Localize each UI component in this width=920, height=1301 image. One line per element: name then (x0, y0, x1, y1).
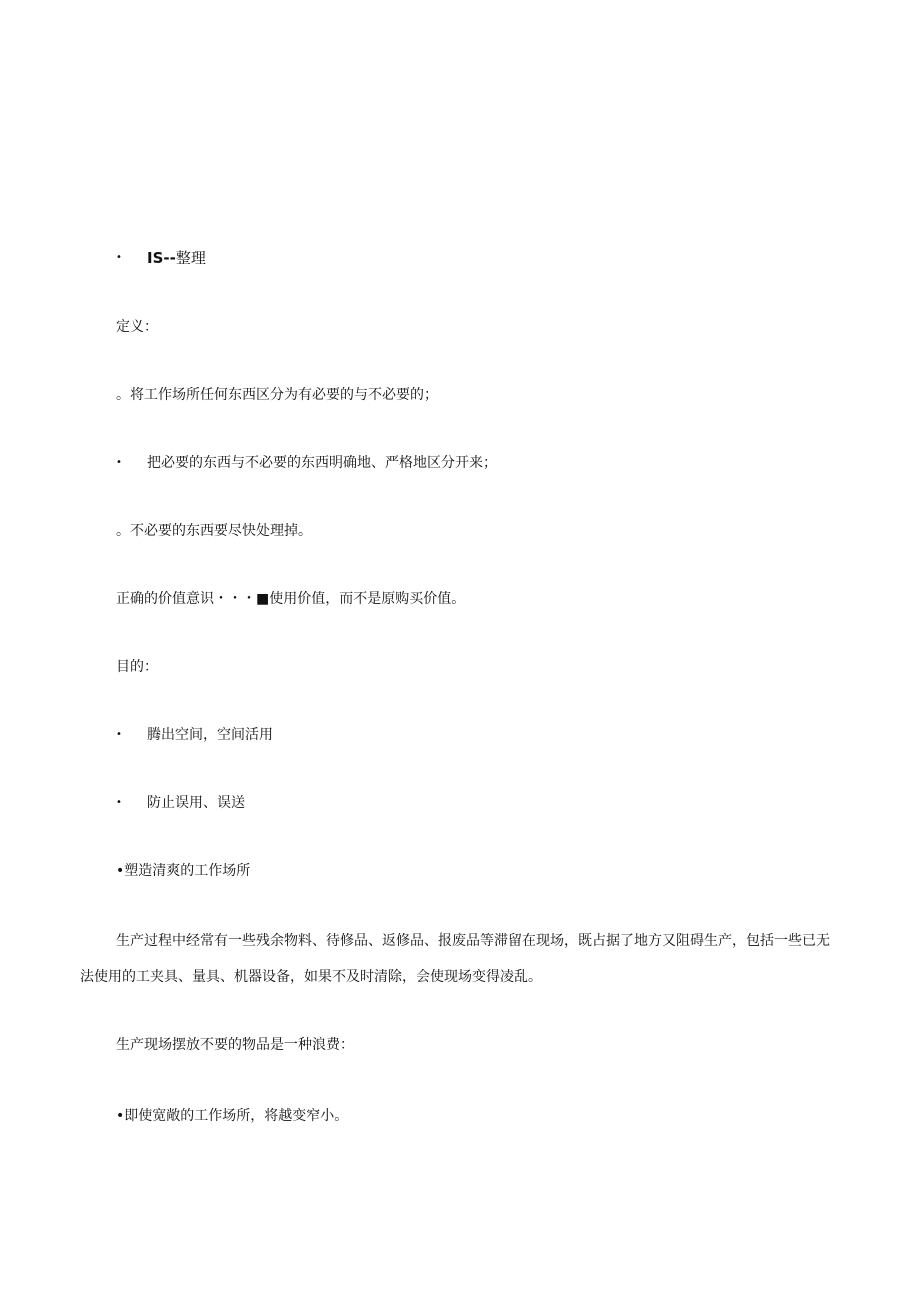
definition-item-1: 。将工作场所任何东西区分为有必要的与不必要的； (116, 387, 438, 403)
definition-item-2: 把必要的东西与不必要的东西明确地、严格地区分开来； (147, 455, 497, 471)
purpose-item-1: 腾出空间，空间活用 (147, 727, 273, 743)
purpose-item-1-bullet: • (116, 729, 122, 740)
section-heading (147, 247, 206, 269)
heading-prefix: IS-- (147, 249, 176, 267)
purpose-item-3: •塑造清爽的工作场所 (116, 863, 251, 879)
waste-item-1: •即使宽敞的工作场所，将越变窄小。 (116, 1108, 349, 1124)
purpose-item-2-bullet: • (116, 797, 122, 808)
purpose-item-2: 防止误用、误送 (147, 795, 245, 811)
purpose-label: 目的： (116, 659, 158, 675)
heading-bullet: • (116, 252, 122, 263)
heading-title: 整理 (175, 249, 206, 267)
definition-item-3: 。不必要的东西要尽快处理掉。 (116, 523, 312, 539)
definition-label: 定义： (116, 319, 158, 335)
value-awareness-line: 正确的价值意识・・・■使用价值，而不是原购买价值。 (116, 591, 466, 607)
waste-label: 生产现场摆放不要的物品是一种浪费： (116, 1037, 354, 1053)
definition-item-2-bullet: • (116, 457, 122, 468)
body-paragraph: 生产过程中经常有一些残余物料、待修品、返修品、报废品等滞留在现场，既占据了地方又阻碍生产，包括一些已无法使用的工夹具、量具、机器设备，如果不及时清除，会使现场变得凌乱。 (80, 933, 830, 985)
